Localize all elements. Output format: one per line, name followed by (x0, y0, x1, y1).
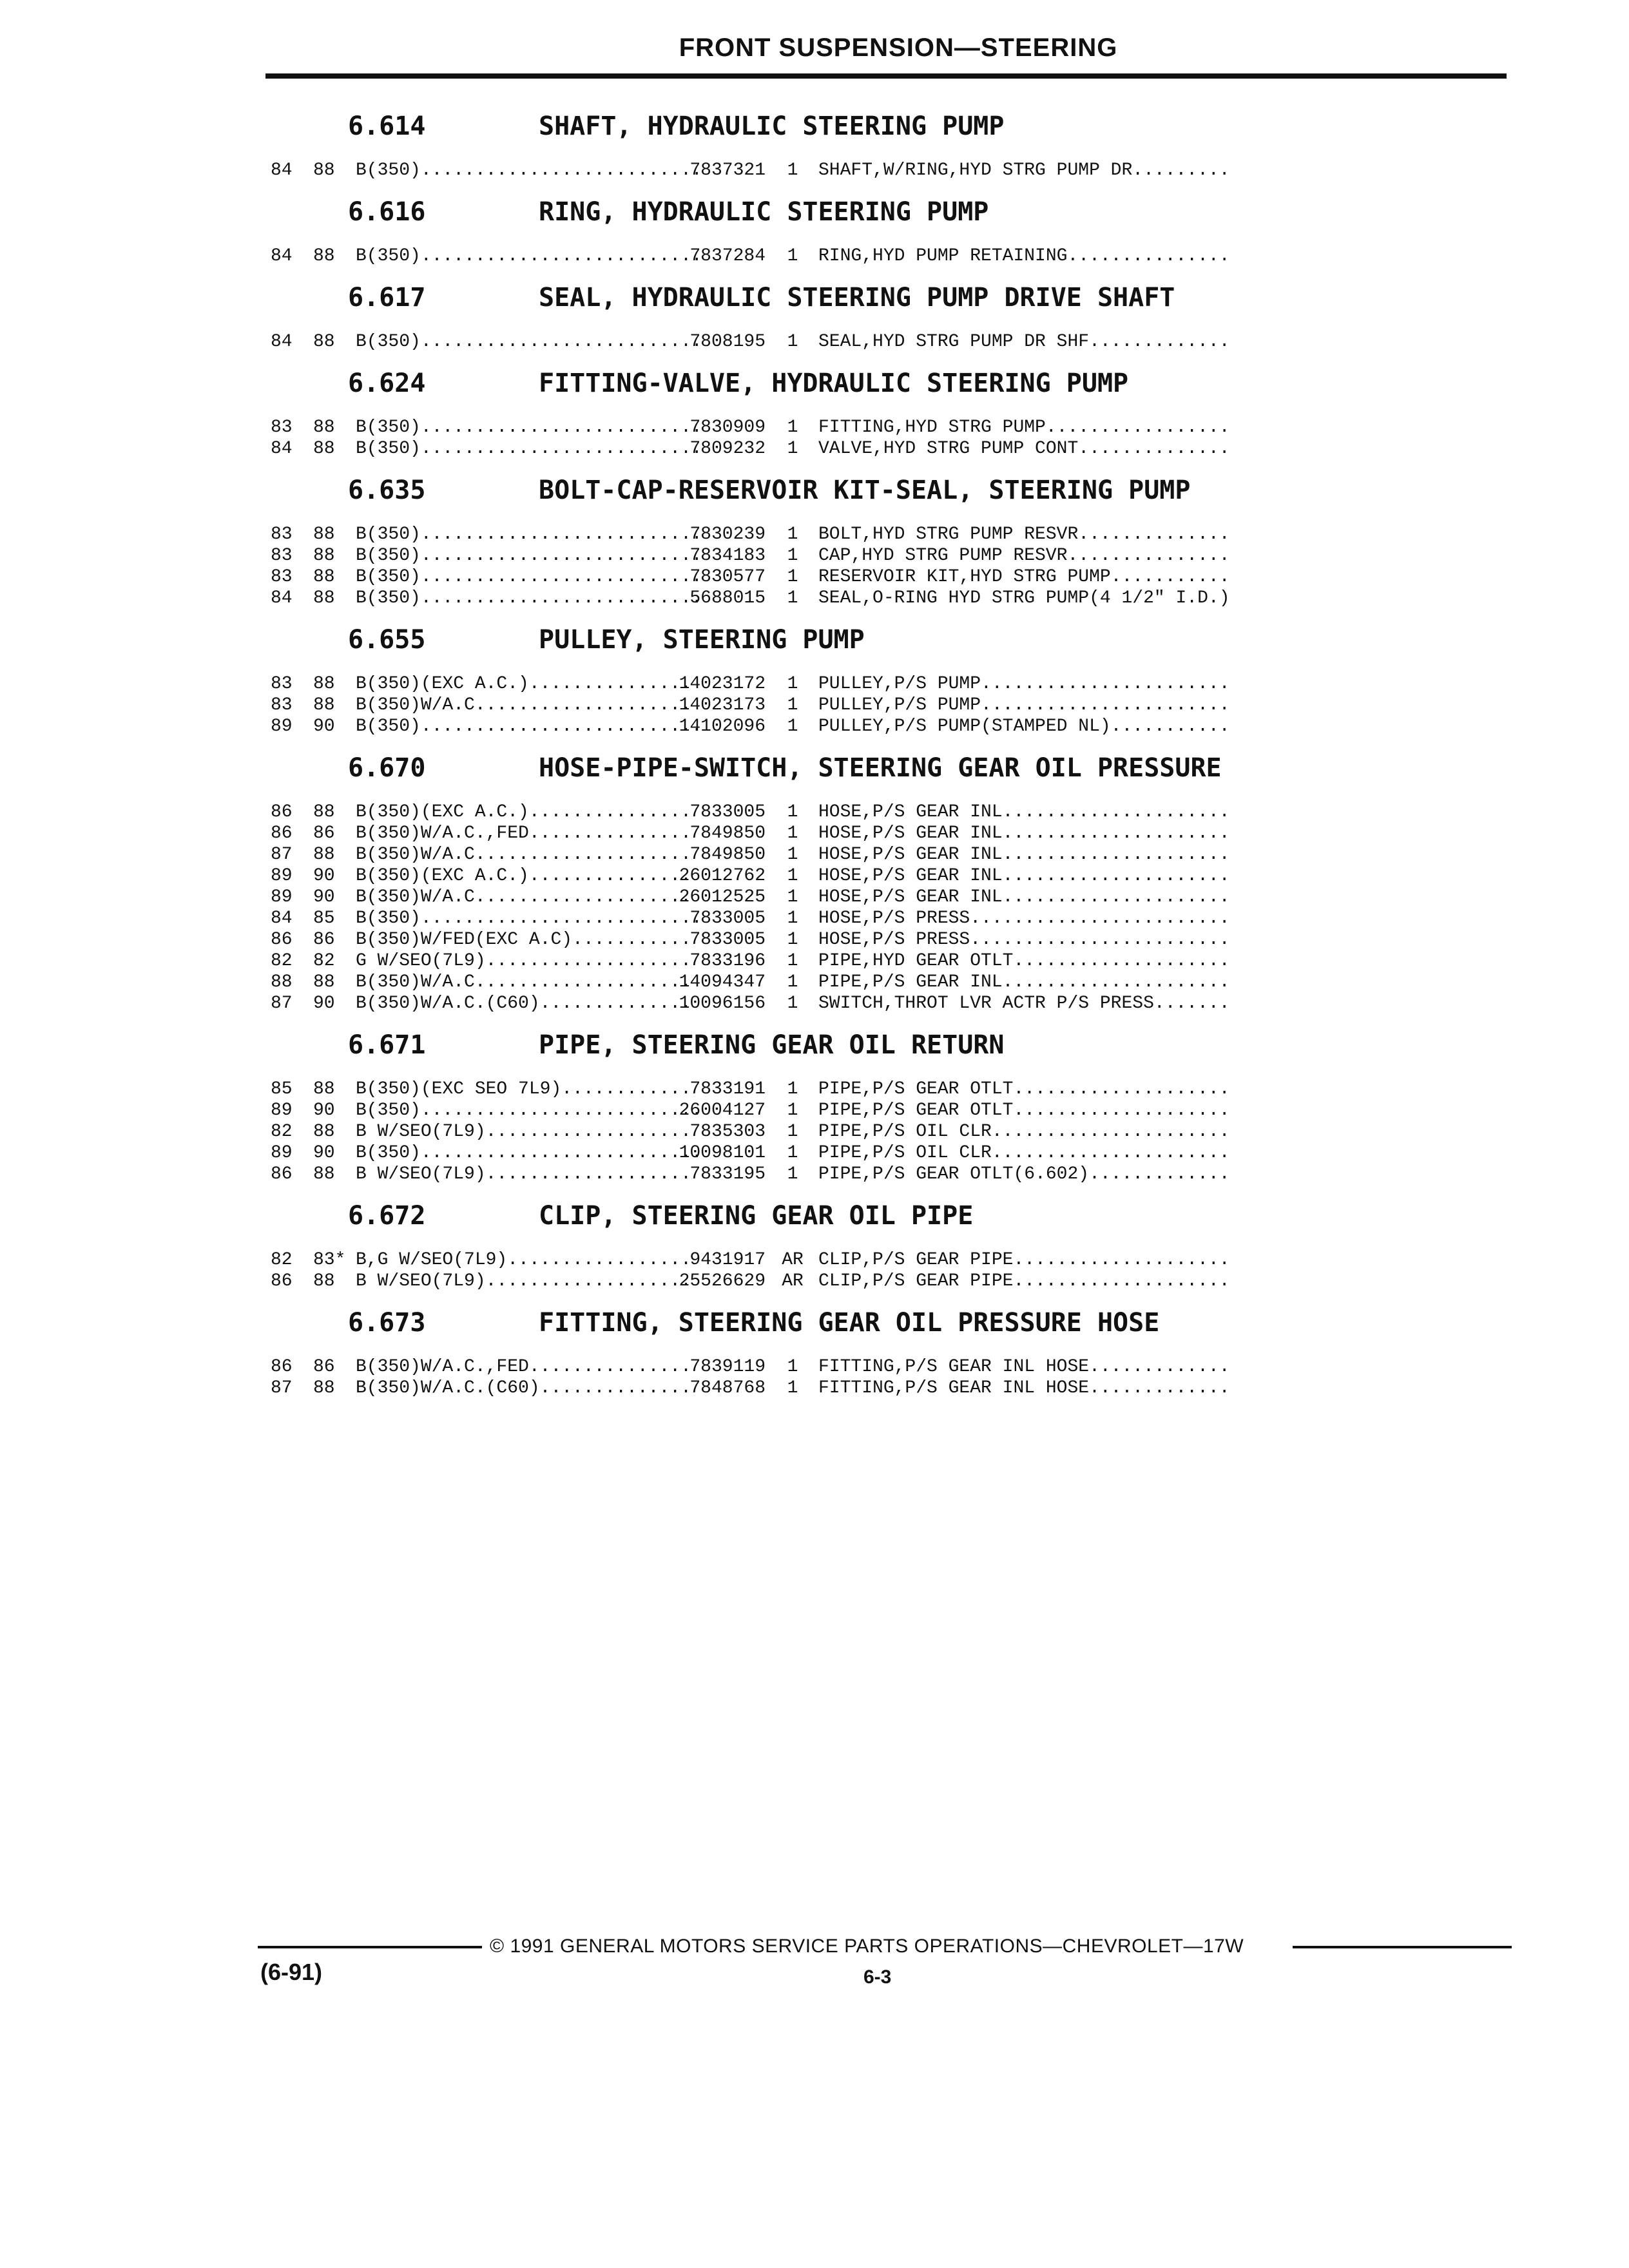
year-from: 82 (271, 1250, 293, 1270)
year-from: 89 (271, 1143, 293, 1163)
year-to: 88 (313, 439, 335, 459)
year-from: 87 (271, 845, 293, 865)
year-from: 83 (271, 418, 293, 437)
part-description: FITTING,P/S GEAR INL HOSE............. (818, 1357, 1230, 1377)
parts-table (271, 245, 1482, 267)
model-application: B(350)W/A.C.................... (356, 845, 691, 865)
catalog-section (271, 104, 1482, 181)
year-to: 88 (313, 332, 335, 352)
part-number: 14102096 (679, 716, 766, 736)
quantity: 1 (787, 332, 798, 352)
model-application: B(350)(EXC A.C.)............... (356, 802, 691, 822)
table-row (271, 1356, 1482, 1378)
footer-rule-right (1293, 1946, 1512, 1948)
quantity: 1 (787, 972, 798, 992)
section-number: 6.624 (348, 369, 426, 398)
year-from: 83 (271, 546, 293, 566)
year-to: 90 (313, 716, 335, 736)
part-description: HOSE,P/S GEAR INL..................... (818, 802, 1230, 822)
table-row (271, 438, 1482, 459)
footer-revision-code: (6-91) (260, 1959, 323, 1985)
part-number: 26012762 (679, 866, 766, 886)
part-description: HOSE,P/S PRESS........................ (818, 930, 1230, 950)
section-number: 6.617 (348, 283, 426, 312)
section-title: PULLEY, STEERING PUMP (539, 625, 865, 655)
year-from: 82 (271, 951, 293, 971)
parts-table (271, 417, 1482, 459)
section-heading (348, 1023, 1482, 1067)
table-row (271, 566, 1482, 588)
section-heading (348, 190, 1482, 234)
part-number: 14023173 (679, 695, 766, 715)
part-number: 7833005 (689, 908, 766, 928)
model-application: B(350)W/A.C.................... (356, 887, 691, 907)
quantity: 1 (787, 930, 798, 950)
year-from: 84 (271, 246, 293, 266)
parts-table (271, 1249, 1482, 1292)
header-rule (265, 73, 1507, 79)
part-number: 7839119 (689, 1357, 766, 1377)
catalog-section (271, 276, 1482, 352)
part-description: PULLEY,P/S PUMP(STAMPED NL)........... (818, 716, 1230, 736)
table-row (271, 950, 1482, 972)
section-number: 6.655 (348, 625, 426, 655)
parts-table (271, 160, 1482, 181)
year-to: 88 (313, 588, 335, 608)
table-row (271, 331, 1482, 352)
table-row (271, 887, 1482, 908)
year-from: 86 (271, 1357, 293, 1377)
model-application: B(350)W/A.C.(C60).............. (356, 994, 691, 1014)
table-row (271, 1079, 1482, 1100)
year-from: 89 (271, 887, 293, 907)
part-description: PIPE,P/S GEAR OTLT(6.602)............. (818, 1164, 1230, 1184)
section-title: BOLT-CAP-RESERVOIR KIT-SEAL, STEERING PUMP (539, 476, 1191, 505)
part-description: HOSE,P/S GEAR INL..................... (818, 887, 1230, 907)
model-application: B W/SEO(7L9)................... (356, 1271, 691, 1291)
section-title: PIPE, STEERING GEAR OIL RETURN (539, 1030, 1005, 1060)
model-application: B W/SEO(7L9)................... (356, 1122, 691, 1142)
part-number: 7833195 (689, 1164, 766, 1184)
quantity: 1 (787, 674, 798, 694)
year-from: 89 (271, 716, 293, 736)
page-header (0, 34, 1629, 62)
quantity: 1 (787, 866, 798, 886)
parts-table (271, 1356, 1482, 1399)
section-number: 6.616 (348, 197, 426, 227)
section-heading (348, 1194, 1482, 1238)
model-application: B(350)W/A.C.................... (356, 972, 691, 992)
section-heading (348, 104, 1482, 148)
table-row (271, 1142, 1482, 1164)
year-to: 88 (313, 546, 335, 566)
table-row (271, 588, 1482, 609)
year-to: 88 (313, 802, 335, 822)
part-description: PIPE,P/S GEAR OTLT.................... (818, 1079, 1230, 1099)
model-application: B(350).......................... (356, 246, 702, 266)
table-row (271, 1121, 1482, 1142)
quantity: 1 (787, 1079, 798, 1099)
quantity: 1 (787, 1122, 798, 1142)
year-from: 88 (271, 972, 293, 992)
model-application: B(350)W/FED(EXC A.C)........... (356, 930, 691, 950)
section-title: CLIP, STEERING GEAR OIL PIPE (539, 1201, 974, 1231)
year-to: 88 (313, 1378, 335, 1398)
model-application: G W/SEO(7L9)................... (356, 951, 691, 971)
part-number: 26004127 (679, 1100, 766, 1120)
part-number: 7830239 (689, 524, 766, 544)
table-row (271, 823, 1482, 844)
catalog-section (271, 1194, 1482, 1292)
part-description: HOSE,P/S GEAR INL..................... (818, 823, 1230, 843)
quantity: 1 (787, 1357, 798, 1377)
section-heading (348, 618, 1482, 662)
part-description: PIPE,P/S GEAR OTLT.................... (818, 1100, 1230, 1120)
table-row (271, 802, 1482, 823)
year-to: 90 (313, 1143, 335, 1163)
year-to: 88 (313, 1122, 335, 1142)
year-to: 82 (313, 951, 335, 971)
parts-table (271, 673, 1482, 737)
year-to: 88 (313, 160, 335, 180)
part-description: PIPE,P/S GEAR INL..................... (818, 972, 1230, 992)
table-row (271, 716, 1482, 737)
section-title: SEAL, HYDRAULIC STEERING PUMP DRIVE SHAFT (539, 283, 1175, 312)
part-number: 26012525 (679, 887, 766, 907)
year-to: 88 (313, 418, 335, 437)
section-number: 6.670 (348, 753, 426, 783)
section-number: 6.673 (348, 1308, 426, 1338)
year-from: 89 (271, 866, 293, 886)
part-number: 7808195 (689, 332, 766, 352)
section-title: RING, HYDRAULIC STEERING PUMP (539, 197, 989, 227)
table-row (271, 160, 1482, 181)
year-from: 84 (271, 588, 293, 608)
table-row (271, 972, 1482, 993)
section-title: FITTING, STEERING GEAR OIL PRESSURE HOSE (539, 1308, 1160, 1338)
quantity: 1 (787, 1100, 798, 1120)
year-to: 88 (313, 695, 335, 715)
quantity: 1 (787, 887, 798, 907)
part-number: 7833191 (689, 1079, 766, 1099)
part-description: PULLEY,P/S PUMP....................... (818, 674, 1230, 694)
part-description: FITTING,HYD STRG PUMP................. (818, 418, 1230, 437)
quantity: 1 (787, 246, 798, 266)
year-from: 84 (271, 908, 293, 928)
table-row (271, 673, 1482, 695)
year-to: 83* (313, 1250, 346, 1270)
year-from: 83 (271, 674, 293, 694)
part-number: 5688015 (689, 588, 766, 608)
part-description: VALVE,HYD STRG PUMP CONT.............. (818, 439, 1230, 459)
part-description: RING,HYD PUMP RETAINING............... (818, 246, 1230, 266)
model-application: B(350).......................... (356, 1100, 702, 1120)
part-number: 7848768 (689, 1378, 766, 1398)
year-to: 85 (313, 908, 335, 928)
table-row (271, 993, 1482, 1014)
year-to: 88 (313, 1164, 335, 1184)
model-application: B(350).......................... (356, 524, 702, 544)
year-from: 83 (271, 695, 293, 715)
part-description: HOSE,P/S GEAR INL..................... (818, 866, 1230, 886)
quantity: 1 (787, 823, 798, 843)
quantity: AR (782, 1250, 804, 1270)
part-number: 7833196 (689, 951, 766, 971)
model-application: B(350).......................... (356, 908, 702, 928)
year-to: 88 (313, 1271, 335, 1291)
part-description: BOLT,HYD STRG PUMP RESVR.............. (818, 524, 1230, 544)
quantity: 1 (787, 716, 798, 736)
table-row (271, 1378, 1482, 1399)
year-from: 89 (271, 1100, 293, 1120)
part-number: 7835303 (689, 1122, 766, 1142)
model-application: B(350).......................... (356, 1143, 702, 1163)
part-number: 7830577 (689, 567, 766, 587)
page-title: FRONT SUSPENSION—STEERING (679, 34, 1118, 62)
year-from: 85 (271, 1079, 293, 1099)
model-application: B(350).......................... (356, 716, 702, 736)
section-number: 6.671 (348, 1030, 426, 1060)
quantity: 1 (787, 908, 798, 928)
quantity: 1 (787, 695, 798, 715)
quantity: 1 (787, 1164, 798, 1184)
part-description: PIPE,P/S OIL CLR...................... (818, 1122, 1230, 1142)
table-row (271, 1100, 1482, 1121)
table-row (271, 929, 1482, 950)
section-number: 6.614 (348, 111, 426, 141)
year-from: 86 (271, 930, 293, 950)
table-row (271, 865, 1482, 887)
part-number: 7830909 (689, 418, 766, 437)
year-to: 90 (313, 887, 335, 907)
model-application: B(350).......................... (356, 588, 702, 608)
part-description: HOSE,P/S PRESS........................ (818, 908, 1230, 928)
parts-table (271, 331, 1482, 352)
table-row (271, 245, 1482, 267)
year-from: 84 (271, 332, 293, 352)
part-number: 14094347 (679, 972, 766, 992)
quantity: 1 (787, 1378, 798, 1398)
table-row (271, 524, 1482, 545)
year-to: 90 (313, 1100, 335, 1120)
catalog-section (271, 1023, 1482, 1185)
footer-copyright: © 1991 GENERAL MOTORS SERVICE PARTS OPERATIONS—CHEVROLET—17W (490, 1936, 1244, 1957)
parts-catalog (271, 104, 1482, 1408)
year-to: 88 (313, 845, 335, 865)
year-to: 88 (313, 1079, 335, 1099)
part-number: 10096156 (679, 994, 766, 1014)
model-application: B W/SEO(7L9)................... (356, 1164, 691, 1184)
part-number: 7833005 (689, 802, 766, 822)
quantity: 1 (787, 951, 798, 971)
part-number: 7849850 (689, 845, 766, 865)
part-description: CAP,HYD STRG PUMP RESVR............... (818, 546, 1230, 566)
part-description: PIPE,P/S OIL CLR...................... (818, 1143, 1230, 1163)
model-application: B(350).......................... (356, 546, 702, 566)
part-number: 7834183 (689, 546, 766, 566)
quantity: 1 (787, 439, 798, 459)
model-application: B,G W/SEO(7L9)................. (356, 1250, 691, 1270)
part-number: 7833005 (689, 930, 766, 950)
part-number: 7809232 (689, 439, 766, 459)
year-to: 90 (313, 994, 335, 1014)
quantity: 1 (787, 546, 798, 566)
year-to: 86 (313, 1357, 335, 1377)
table-row (271, 695, 1482, 716)
year-from: 86 (271, 1164, 293, 1184)
part-number: 9431917 (689, 1250, 766, 1270)
section-number: 6.635 (348, 476, 426, 505)
quantity: 1 (787, 418, 798, 437)
part-description: SHAFT,W/RING,HYD STRG PUMP DR......... (818, 160, 1230, 180)
year-to: 86 (313, 930, 335, 950)
quantity: 1 (787, 1143, 798, 1163)
section-heading (348, 1301, 1482, 1345)
part-description: CLIP,P/S GEAR PIPE.................... (818, 1271, 1230, 1291)
model-application: B(350)W/A.C.,FED............... (356, 1357, 691, 1377)
year-from: 86 (271, 1271, 293, 1291)
part-number: 10098101 (679, 1143, 766, 1163)
part-description: SEAL,O-RING HYD STRG PUMP(4 1/2" I.D.) (818, 588, 1230, 608)
section-number: 6.672 (348, 1201, 426, 1231)
section-title: FITTING-VALVE, HYDRAULIC STEERING PUMP (539, 369, 1129, 398)
catalog-section (271, 468, 1482, 609)
quantity: 1 (787, 567, 798, 587)
model-application: B(350).......................... (356, 567, 702, 587)
section-heading (348, 276, 1482, 320)
model-application: B(350).......................... (356, 332, 702, 352)
table-row (271, 545, 1482, 566)
part-description: PIPE,HYD GEAR OTLT.................... (818, 951, 1230, 971)
part-description: RESERVOIR KIT,HYD STRG PUMP........... (818, 567, 1230, 587)
year-to: 88 (313, 524, 335, 544)
model-application: B(350).......................... (356, 439, 702, 459)
quantity: 1 (787, 160, 798, 180)
model-application: B(350).......................... (356, 160, 702, 180)
section-heading (348, 361, 1482, 405)
quantity: 1 (787, 994, 798, 1014)
parts-table (271, 802, 1482, 1014)
part-number: 7837321 (689, 160, 766, 180)
quantity: 1 (787, 588, 798, 608)
section-heading (348, 746, 1482, 790)
section-heading (348, 468, 1482, 512)
model-application: B(350)W/A.C.(C60).............. (356, 1378, 691, 1398)
part-description: PULLEY,P/S PUMP....................... (818, 695, 1230, 715)
year-from: 87 (271, 1378, 293, 1398)
part-number: 14023172 (679, 674, 766, 694)
part-number: 7837284 (689, 246, 766, 266)
model-application: B(350)(EXC A.C.)............... (356, 674, 691, 694)
model-application: B(350)W/A.C.,FED............... (356, 823, 691, 843)
table-row (271, 1249, 1482, 1271)
year-to: 86 (313, 823, 335, 843)
catalog-section (271, 190, 1482, 267)
year-to: 88 (313, 567, 335, 587)
year-to: 88 (313, 674, 335, 694)
year-from: 87 (271, 994, 293, 1014)
part-number: 7849850 (689, 823, 766, 843)
section-title: HOSE-PIPE-SWITCH, STEERING GEAR OIL PRESSURE (539, 753, 1222, 783)
page-number: 6-3 (863, 1966, 892, 1988)
part-number: 25526629 (679, 1271, 766, 1291)
part-description: CLIP,P/S GEAR PIPE.................... (818, 1250, 1230, 1270)
table-row (271, 1271, 1482, 1292)
parts-table (271, 1079, 1482, 1185)
model-application: B(350)W/A.C.................... (356, 695, 691, 715)
year-from: 83 (271, 524, 293, 544)
quantity: 1 (787, 802, 798, 822)
part-description: HOSE,P/S GEAR INL..................... (818, 845, 1230, 865)
quantity: AR (782, 1271, 804, 1291)
quantity: 1 (787, 845, 798, 865)
catalog-section (271, 746, 1482, 1014)
part-description: FITTING,P/S GEAR INL HOSE............. (818, 1378, 1230, 1398)
year-from: 83 (271, 567, 293, 587)
catalog-section (271, 361, 1482, 459)
footer-rule-left (258, 1946, 482, 1948)
part-description: SWITCH,THROT LVR ACTR P/S PRESS....... (818, 994, 1230, 1014)
year-from: 84 (271, 160, 293, 180)
parts-table (271, 524, 1482, 609)
catalog-section (271, 1301, 1482, 1399)
table-row (271, 844, 1482, 865)
quantity: 1 (787, 524, 798, 544)
year-from: 82 (271, 1122, 293, 1142)
table-row (271, 908, 1482, 929)
year-to: 90 (313, 866, 335, 886)
year-from: 84 (271, 439, 293, 459)
model-application: B(350)(EXC A.C.)............... (356, 866, 691, 886)
part-description: SEAL,HYD STRG PUMP DR SHF............. (818, 332, 1230, 352)
year-to: 88 (313, 246, 335, 266)
model-application: B(350)(EXC SEO 7L9)............ (356, 1079, 691, 1099)
year-from: 86 (271, 823, 293, 843)
year-from: 86 (271, 802, 293, 822)
model-application: B(350).......................... (356, 418, 702, 437)
table-row (271, 1164, 1482, 1185)
catalog-section (271, 618, 1482, 737)
section-title: SHAFT, HYDRAULIC STEERING PUMP (539, 111, 1005, 141)
year-to: 88 (313, 972, 335, 992)
table-row (271, 417, 1482, 438)
